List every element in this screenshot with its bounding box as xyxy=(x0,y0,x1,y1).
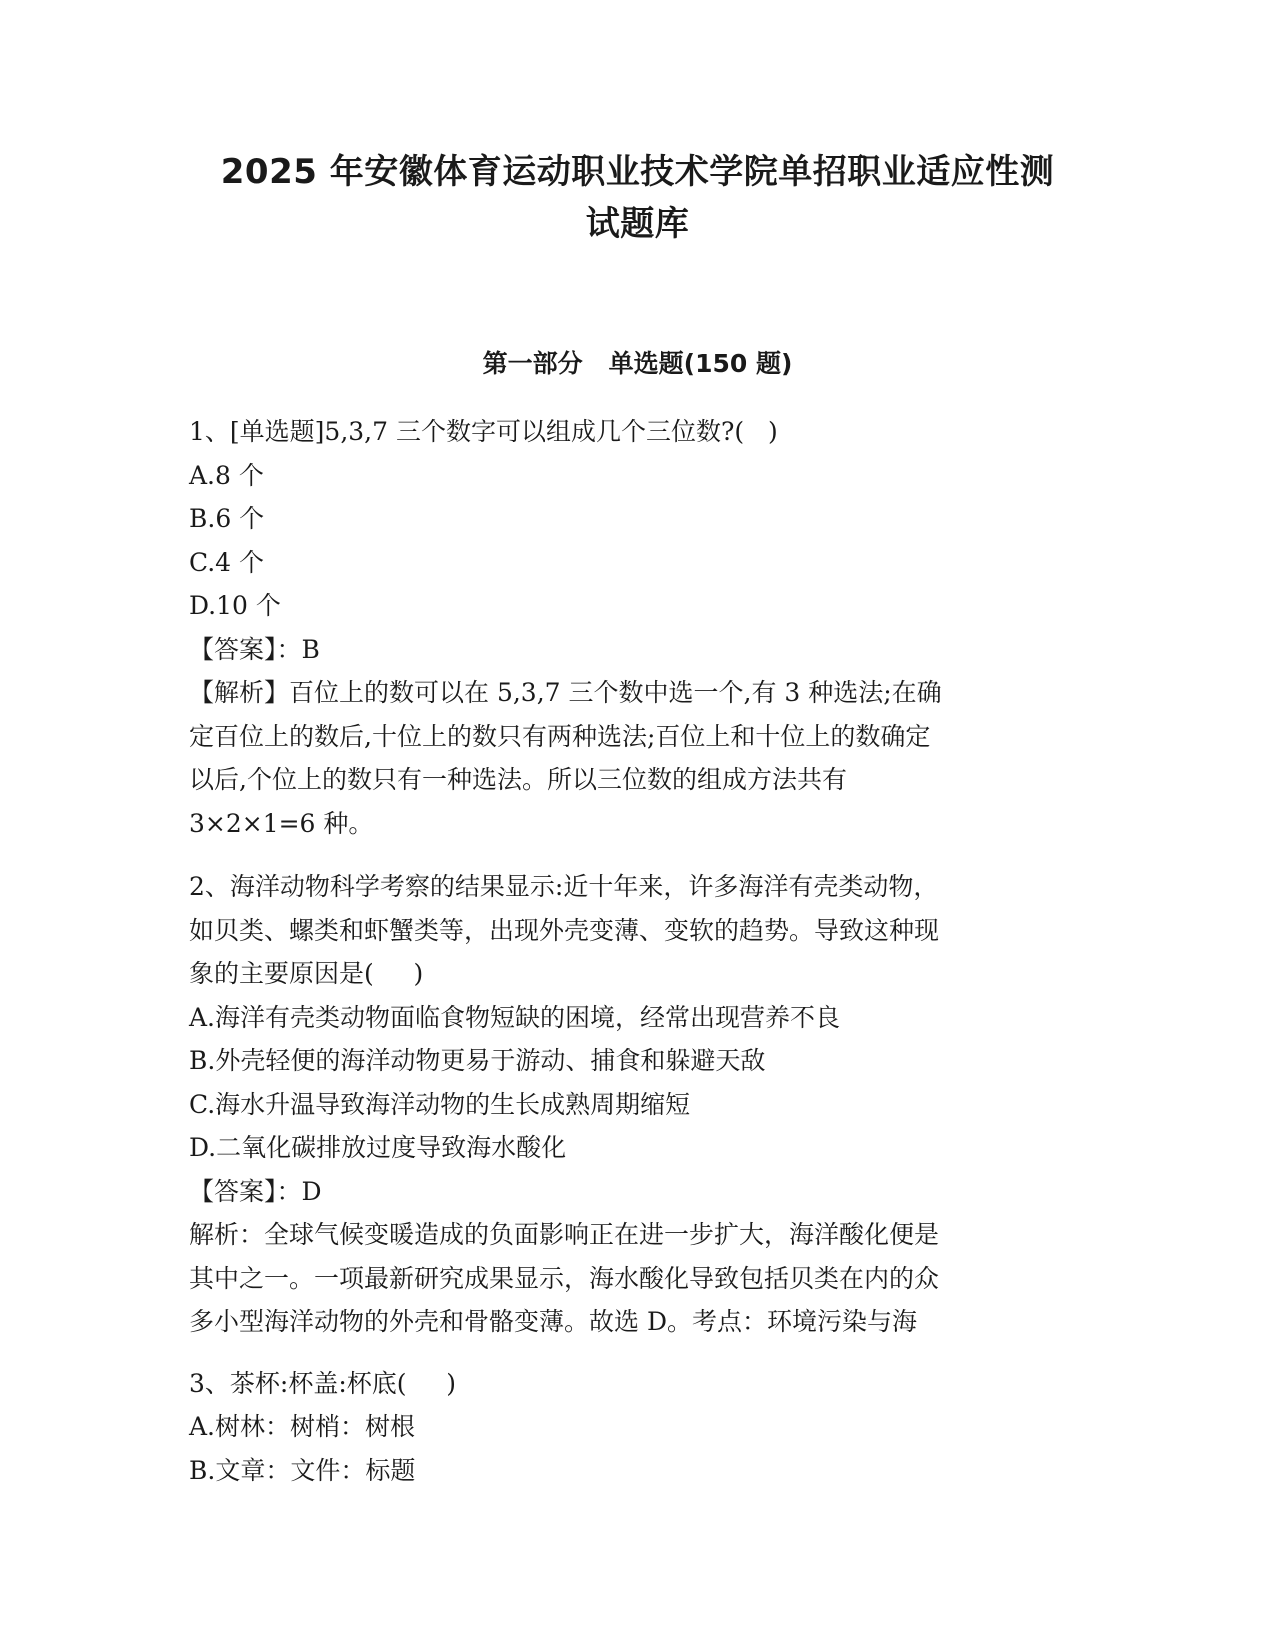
document-title xyxy=(150,146,1125,250)
explanation-line: 【解析】百位上的数可以在 5,3,7 三个数中选一个,有 3 种选法;在确 xyxy=(189,678,942,707)
explanation-line: 以后,个位上的数只有一种选法。所以三位数的组成方法共有 xyxy=(189,765,847,794)
question-stem: 1、[单选题]5,3,7 三个数字可以组成几个三位数?( ) xyxy=(189,417,778,446)
title-line-2: 试题库 xyxy=(585,204,690,244)
question-1 xyxy=(189,410,1089,845)
question-list xyxy=(189,410,1089,1492)
option-c: C.4 个 xyxy=(189,547,265,577)
option-b: B.文章：文件：标题 xyxy=(189,1455,416,1485)
spacer xyxy=(189,1344,1089,1362)
question-3 xyxy=(189,1362,1089,1493)
option-a: A.树林：树梢：树根 xyxy=(189,1412,416,1441)
question-stem: 2、海洋动物科学考察的结果显示:近十年来，许多海洋有壳类动物， xyxy=(189,872,939,901)
option-c: C.海水升温导致海洋动物的生长成熟周期缩短 xyxy=(189,1089,691,1119)
title-line-1: 2025 年安徽体育运动职业技术学院单招职业适应性测 xyxy=(220,152,1055,192)
explanation-line: 解析：全球气候变暖造成的负面影响正在进一步扩大，海洋酸化便是 xyxy=(189,1220,940,1249)
option-b: B.6 个 xyxy=(189,504,265,533)
question-stem: 象的主要原因是( ) xyxy=(189,959,424,988)
question-stem: 如贝类、螺类和虾蟹类等，出现外壳变薄、变软的趋势。导致这种现 xyxy=(189,915,940,945)
section-heading: 第一部分 单选题(150 题) xyxy=(482,349,793,378)
option-d: D.二氧化碳排放过度导致海水酸化 xyxy=(189,1133,567,1162)
option-a: A.8 个 xyxy=(189,460,264,490)
question-stem: 3、茶杯:杯盖:杯底( ) xyxy=(189,1368,456,1398)
option-b: B.外壳轻便的海洋动物更易于游动、捕食和躲避天敌 xyxy=(189,1046,766,1075)
option-d: D.10 个 xyxy=(189,591,281,620)
question-2 xyxy=(189,865,1089,1344)
explanation-line: 多小型海洋动物的外壳和骨骼变薄。故选 D。考点：环境污染与海 xyxy=(189,1307,917,1336)
explanation-line: 定百位上的数后,十位上的数只有两种选法;百位上和十位上的数确定 xyxy=(189,721,931,751)
answer: 【答案】：D xyxy=(189,1176,322,1206)
answer: 【答案】：B xyxy=(189,634,320,664)
explanation-line: 3×2×1=6 种。 xyxy=(189,808,374,838)
spacer xyxy=(189,845,1089,865)
option-a: A.海洋有壳类动物面临食物短缺的困境，经常出现营养不良 xyxy=(189,1002,841,1032)
explanation-line: 其中之一。一项最新研究成果显示，海水酸化导致包括贝类在内的众 xyxy=(189,1263,940,1293)
